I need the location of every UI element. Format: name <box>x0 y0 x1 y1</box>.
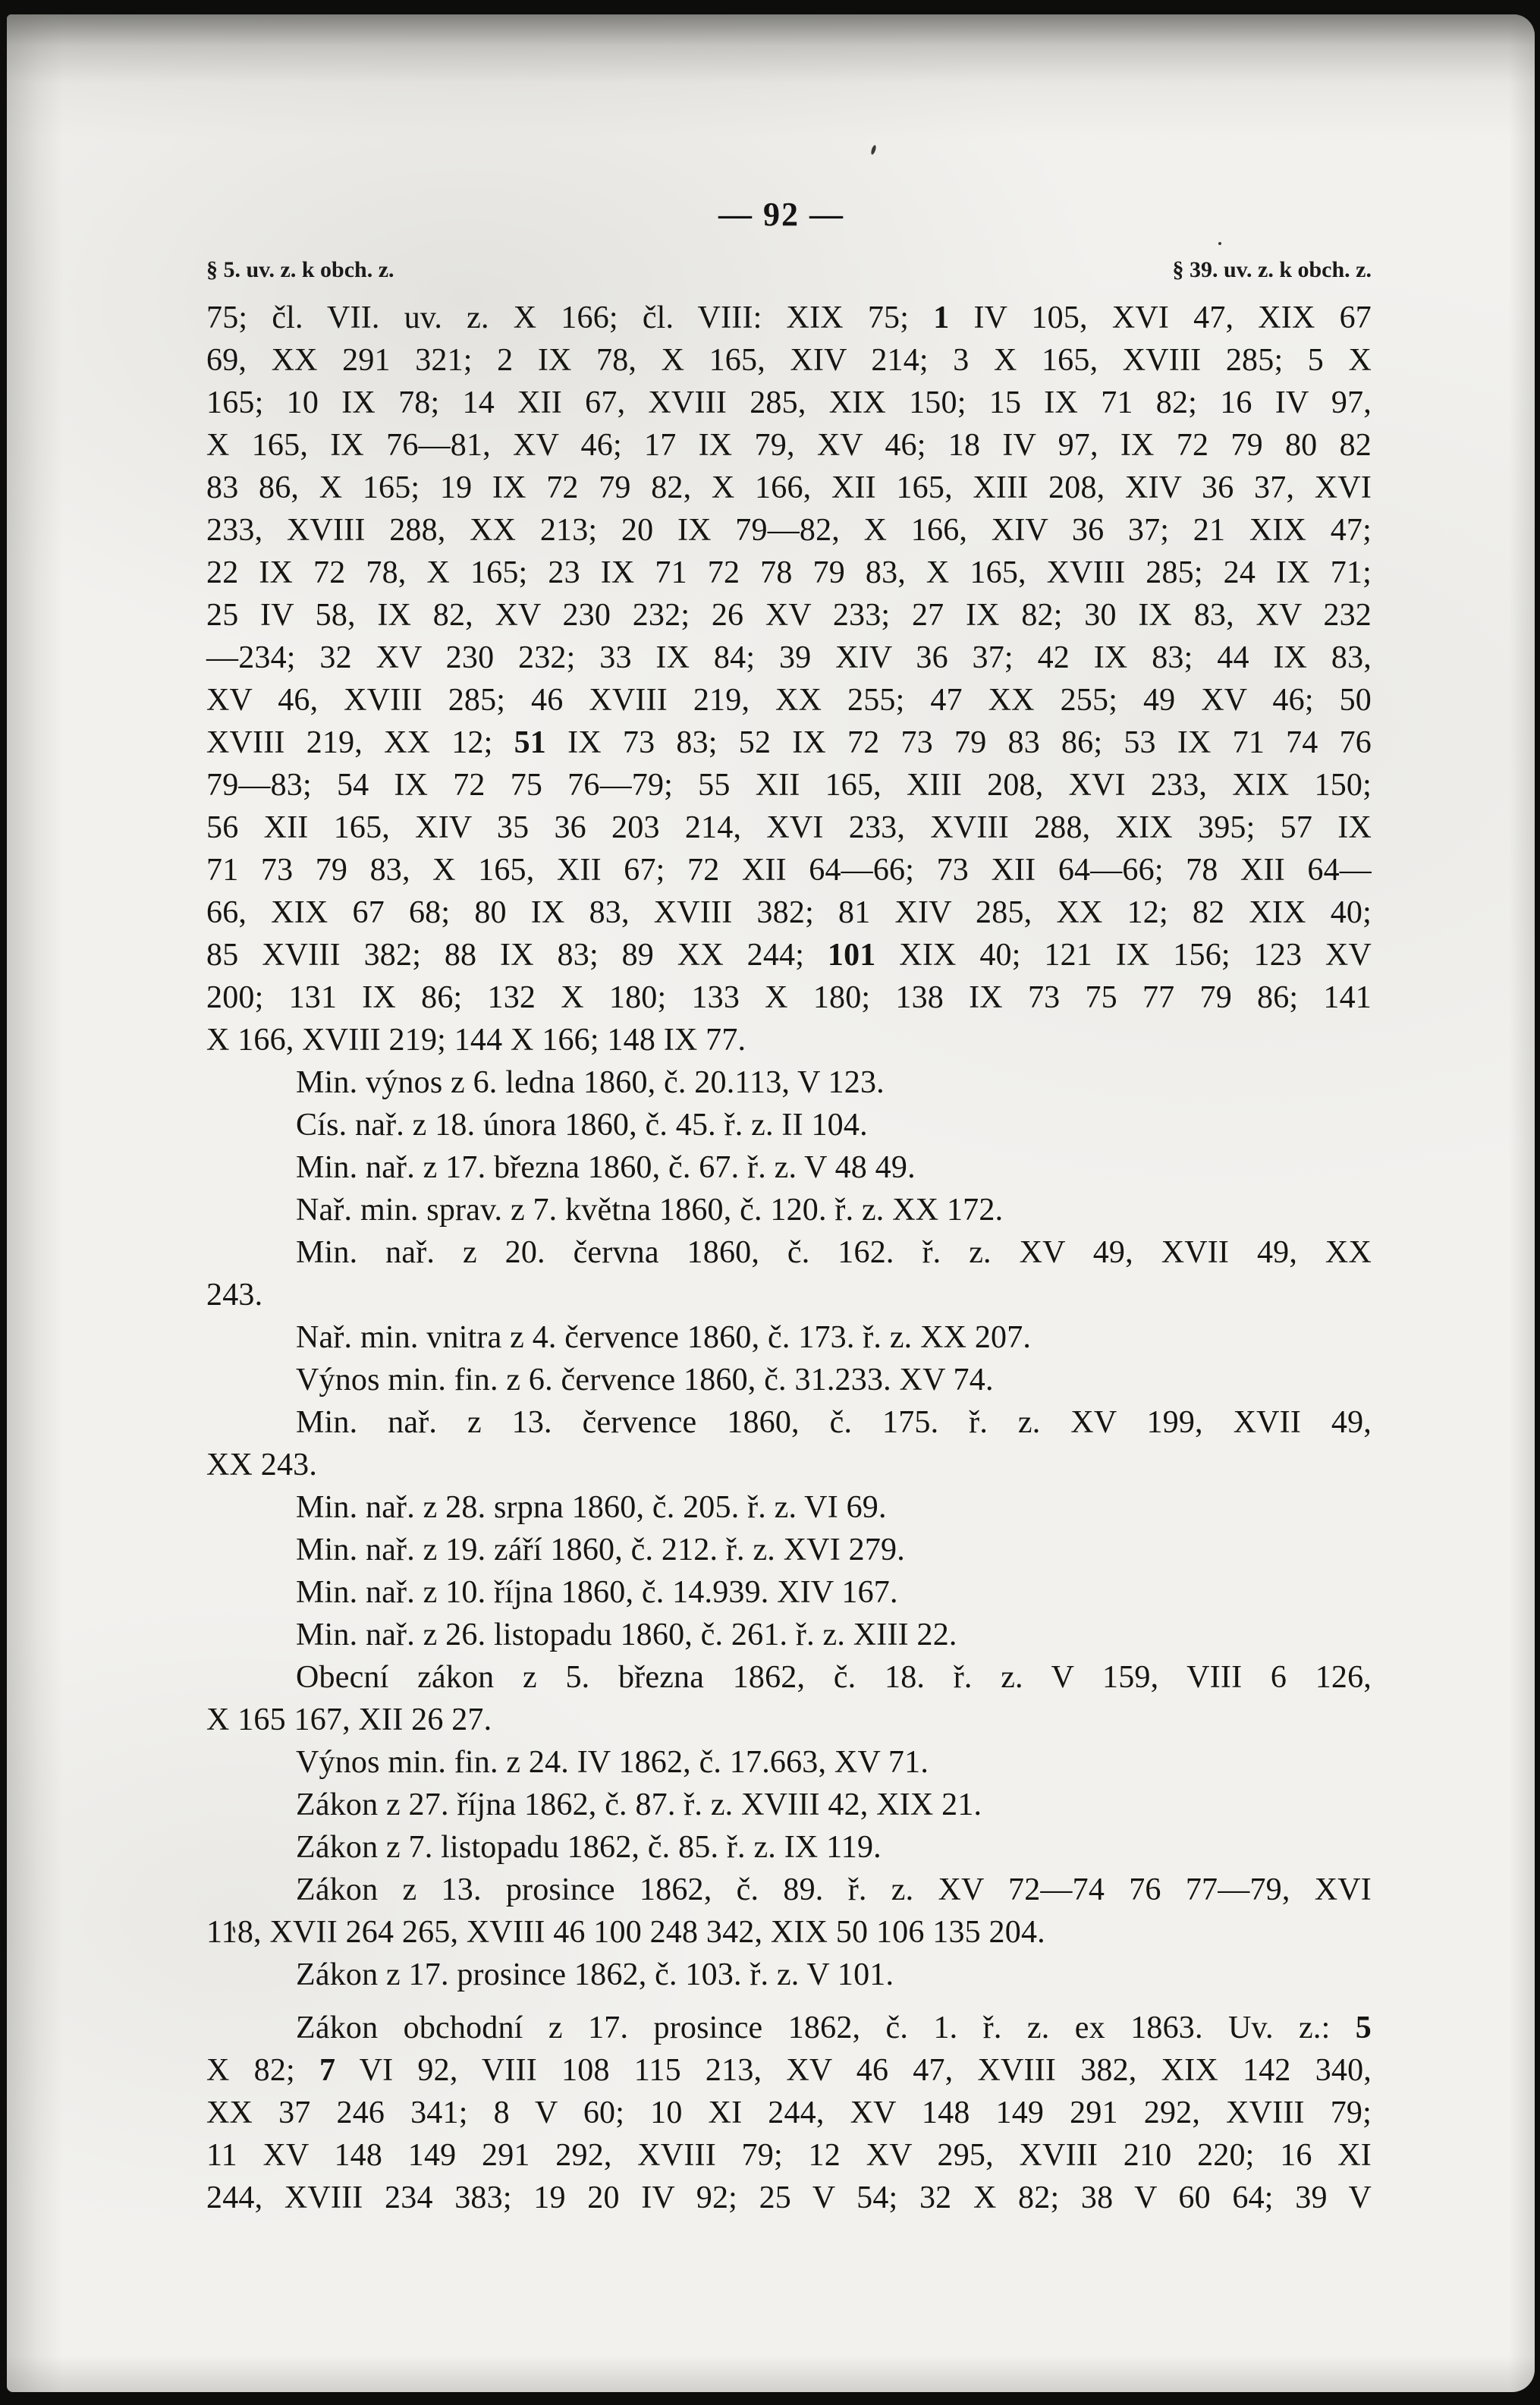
text-segment: XX 243. <box>206 1448 318 1482</box>
text-segment: 83 86, X 165; 19 IX 72 79 82, X 166, XII 165, XIII 208, XIV 36 37, XVI <box>206 470 1372 505</box>
index-text-line <box>206 1656 1372 1699</box>
index-text-line <box>206 2049 1372 2092</box>
bold-reference-number: 101 <box>827 938 876 973</box>
index-text-line <box>206 1061 1372 1104</box>
index-text-line <box>206 2007 1372 2049</box>
text-segment: Min. nař. z 19. září 1860, č. 212. ř. z. XVI 279. <box>296 1533 905 1567</box>
index-text-line <box>206 1614 1372 1656</box>
text-segment: IV 105, XVI 47, XIX 67 <box>949 300 1372 335</box>
index-text-line <box>206 509 1372 552</box>
index-text-line <box>206 1741 1372 1784</box>
text-segment: 118, XVII 264 265, XVIII 46 100 248 342, XIX 50 106 135 204. <box>206 1915 1045 1950</box>
text-segment: Min. výnos z 6. ledna 1860, č. 20.113, V 123. <box>296 1065 885 1100</box>
text-segment: XX 37 246 341; 8 V 60; 10 XI 244, XV 148 149 291 292, XVIII 79; <box>206 2095 1372 2130</box>
scan-speck <box>870 145 877 156</box>
index-text-line <box>206 1359 1372 1401</box>
index-text-line <box>206 467 1372 509</box>
index-text-line <box>206 679 1372 722</box>
index-text-line <box>206 2177 1372 2219</box>
text-segment: Min. nař. z 28. srpna 1860, č. 205. ř. z. VI 69. <box>296 1490 887 1525</box>
index-text-line <box>206 1699 1372 1741</box>
text-segment: 85 XVIII 382; 88 IX 83; 89 XX 244; <box>206 938 828 973</box>
text-segment: Výnos min. fin. z 24. IV 1862, č. 17.663, XV 71. <box>296 1745 929 1780</box>
text-segment: 75; čl. VII. uv. z. X 166; čl. VIII: XIX 75; <box>206 300 934 335</box>
scan-right-shadow <box>1509 14 1535 2392</box>
text-segment: Nař. min. vnitra z 4. července 1860, č. 173. ř. z. XX 207. <box>296 1320 1032 1355</box>
text-segment: 79—83; 54 IX 72 75 76—79; 55 XII 165, XIII 208, XVI 233, XIX 150; <box>206 768 1372 803</box>
text-segment: 56 XII 165, XIV 35 36 203 214, XVI 233, XVIII 288, XIX 395; 57 IX <box>206 810 1372 845</box>
index-text-line <box>206 1401 1372 1444</box>
index-text-line <box>206 1274 1372 1316</box>
text-segment: Min. nař. z 17. března 1860, č. 67. ř. z. V 48 49. <box>296 1150 916 1185</box>
text-segment: Cís. nař. z 18. února 1860, č. 45. ř. z. II 104. <box>296 1108 868 1143</box>
text-segment: IX 73 83; 52 IX 72 73 79 83 86; 53 IX 71 74 76 <box>546 725 1372 760</box>
text-segment: —234; 32 XV 230 232; 33 IX 84; 39 XIV 36 37; 42 IX 83; 44 IX 83, <box>206 640 1372 675</box>
text-segment: Min. nař. z 20. června 1860, č. 162. ř. z. XV 49, XVII 49, XX <box>296 1235 1372 1270</box>
text-segment: 233, XVIII 288, XX 213; 20 IX 79—82, X 166, XIV 36 37; 21 XIX 47; <box>206 513 1372 548</box>
text-segment: Zákon z 17. prosince 1862, č. 103. ř. z. V 101. <box>296 1957 894 1992</box>
index-text-line <box>206 806 1372 849</box>
text-segment: Min. nař. z 13. července 1860, č. 175. ř. z. XV 199, XVII 49, <box>296 1405 1372 1440</box>
index-text-line <box>206 1954 1372 1996</box>
text-segment: Zákon obchodní z 17. prosince 1862, č. 1. ř. z. ex 1863. Uv. z.: <box>296 2010 1356 2045</box>
text-segment: Zákon z 13. prosince 1862, č. 89. ř. z. XV 72—74 76 77—79, XVI <box>296 1872 1372 1907</box>
index-text-line <box>206 1444 1372 1486</box>
text-segment: 165; 10 IX 78; 14 XII 67, XVIII 285, XIX 150; 15 IX 71 82; 16 IV 97, <box>206 385 1372 420</box>
index-text-line <box>206 976 1372 1019</box>
index-text-line <box>206 1911 1372 1954</box>
index-text-line <box>206 722 1372 764</box>
text-segment: Obecní zákon z 5. března 1862, č. 18. ř. z. V 159, VIII 6 126, <box>296 1660 1372 1695</box>
scan-bottom-shadow <box>7 2356 1535 2392</box>
text-segment: VI 92, VIII 108 115 213, XV 46 47, XVIII 382, XIX 142 340, <box>335 2053 1372 2088</box>
text-segment: 66, XIX 67 68; 80 IX 83, XVIII 382; 81 XIV 285, XX 12; 82 XIX 40; <box>206 895 1372 930</box>
running-head-left: § 5. uv. z. k obch. z. <box>206 257 394 282</box>
index-text-line <box>206 2092 1372 2134</box>
text-segment: XIX 40; 121 IX 156; 123 XV <box>875 938 1372 973</box>
text-segment: XVIII 219, XX 12; <box>206 725 514 760</box>
text-segment: Min. nař. z 10. října 1860, č. 14.939. XIV 167. <box>296 1575 898 1610</box>
index-text-line <box>206 1231 1372 1274</box>
index-text-line <box>206 637 1372 679</box>
index-text-line <box>206 339 1372 382</box>
text-segment: 71 73 79 83, X 165, XII 67; 72 XII 64—66; 73 XII 64—66; 78 XII 64— <box>206 853 1372 888</box>
text-segment: X 165 167, XII 26 27. <box>206 1702 492 1737</box>
text-block <box>206 297 1372 2219</box>
text-segment: 22 IX 72 78, X 165; 23 IX 71 72 78 79 83, X 165, XVIII 285; 24 IX 71; <box>206 555 1372 590</box>
index-text-line <box>206 764 1372 806</box>
index-text-line <box>206 934 1372 976</box>
index-text-line <box>206 1189 1372 1231</box>
index-text-line <box>206 1869 1372 1911</box>
scan-left-shadow <box>7 14 63 2392</box>
text-segment: Zákon z 7. listopadu 1862, č. 85. ř. z. IX 119. <box>296 1830 882 1865</box>
text-segment: 11 XV 148 149 291 292, XVIII 79; 12 XV 295, XVIII 210 220; 16 XI <box>206 2138 1372 2173</box>
text-segment: 244, XVIII 234 383; 19 20 IV 92; 25 V 54; 32 X 82; 38 V 60 64; 39 V <box>206 2180 1372 2215</box>
scan-top-shadow <box>7 14 1535 140</box>
index-text-line <box>206 1529 1372 1571</box>
running-head-right: § 39. uv. z. k obch. z. <box>1172 257 1372 282</box>
bold-reference-number: 1 <box>933 300 950 335</box>
index-text-line <box>206 552 1372 594</box>
page-number: — 92 — <box>718 196 844 233</box>
index-text-line <box>206 1104 1372 1146</box>
text-segment: X 82; <box>206 2053 320 2088</box>
text-segment: XV 46, XVIII 285; 46 XVIII 219, XX 255; 47 XX 255; 49 XV 46; 50 <box>206 683 1372 718</box>
index-text-line <box>206 849 1372 891</box>
bold-reference-number: 51 <box>514 725 547 760</box>
index-text-line <box>206 1571 1372 1614</box>
index-text-line <box>206 382 1372 424</box>
bold-reference-number: 5 <box>1355 2010 1372 2045</box>
paper-sheet <box>7 14 1535 2392</box>
text-segment: 243. <box>206 1278 263 1313</box>
text-segment: Výnos min. fin. z 6. července 1860, č. 31.233. XV 74. <box>296 1363 994 1397</box>
index-text-line <box>206 1019 1372 1061</box>
index-text-line <box>206 594 1372 637</box>
index-text-line <box>206 1316 1372 1359</box>
text-segment: Nař. min. sprav. z 7. května 1860, č. 120. ř. z. XX 172. <box>296 1193 1004 1228</box>
running-heads <box>206 257 1372 283</box>
text-segment: X 166, XVIII 219; 144 X 166; 148 IX 77. <box>206 1023 746 1058</box>
text-segment: Zákon z 27. října 1862, č. 87. ř. z. XVIII 42, XIX 21. <box>296 1787 982 1822</box>
index-text-line <box>206 2134 1372 2177</box>
index-text-line <box>206 424 1372 467</box>
index-text-line <box>206 1486 1372 1529</box>
index-text-line <box>206 297 1372 339</box>
text-segment: 200; 131 IX 86; 132 X 180; 133 X 180; 138 IX 73 75 77 79 86; 141 <box>206 980 1372 1015</box>
text-segment: 69, XX 291 321; 2 IX 78, X 165, XIV 214; 3 X 165, XVIII 285; 5 X <box>206 343 1372 378</box>
text-segment: 25 IV 58, IX 82, XV 230 232; 26 XV 233; 27 IX 82; 30 IX 83, XV 232 <box>206 598 1372 633</box>
index-text-line <box>206 1146 1372 1189</box>
text-segment: X 165, IX 76—81, XV 46; 17 IX 79, XV 46; 18 IV 97, IX 72 79 80 82 <box>206 428 1372 463</box>
scan-speck <box>1218 242 1221 245</box>
index-text-line <box>206 1826 1372 1869</box>
text-segment: Min. nař. z 26. listopadu 1860, č. 261. ř. z. XIII 22. <box>296 1617 957 1652</box>
bold-reference-number: 7 <box>319 2053 336 2088</box>
index-text-line <box>206 1784 1372 1826</box>
index-text-line <box>206 891 1372 934</box>
